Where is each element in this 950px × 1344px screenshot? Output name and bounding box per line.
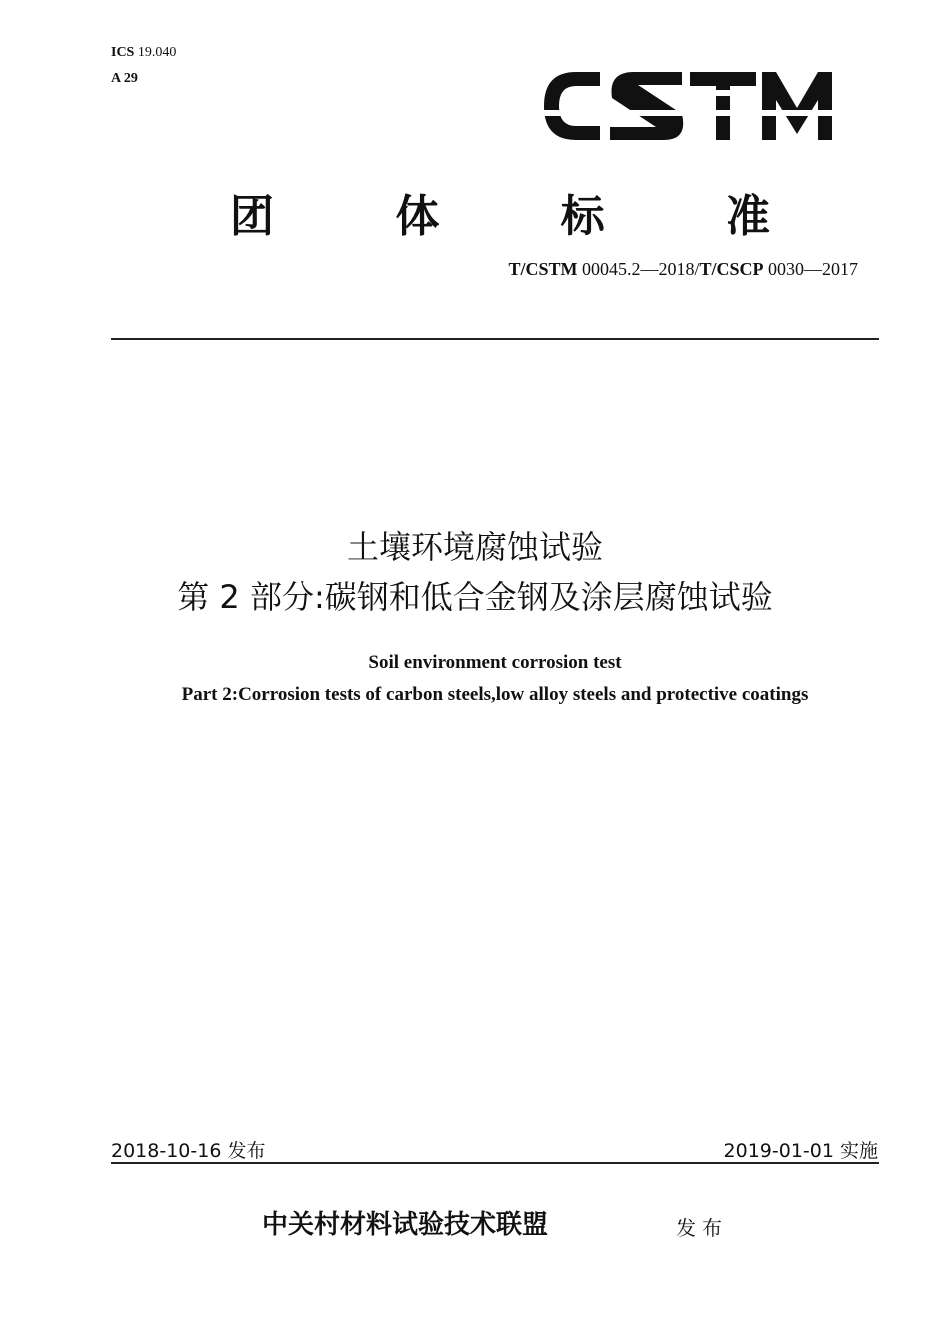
standard-type-char: 团	[230, 191, 274, 242]
ccs-code: A 29	[111, 71, 138, 86]
publisher-action: 发布	[676, 1216, 728, 1240]
publisher-name: 中关村材料试验技术联盟	[262, 1210, 549, 1240]
ics-prefix: ICS	[111, 45, 135, 60]
logo-letter-c	[544, 72, 600, 140]
standard-type-char: 准	[725, 191, 770, 242]
title-en-line1: Soil environment corrosion test	[368, 652, 622, 673]
logo-letter-m	[762, 72, 832, 140]
ics-block	[111, 44, 176, 88]
logo-letter-t-stem	[716, 96, 730, 140]
ics-number: 19.040	[137, 45, 177, 60]
standard-number	[508, 259, 858, 280]
title-cn-line2: 第 2 部分:碳钢和低合金钢及涂层腐蚀试验	[177, 578, 773, 616]
standard-number-prefix2: T/CSCP	[699, 259, 764, 279]
standard-number-mid: 00045.2—2018/	[581, 259, 700, 279]
cstm-logo	[538, 62, 838, 150]
publish-date: 2018-10-16 发布	[111, 1140, 266, 1162]
ics-line	[111, 44, 176, 62]
standard-number-prefix: T/CSTM	[508, 259, 578, 279]
logo-letter-t-bar	[690, 72, 756, 86]
footer-divider	[111, 1162, 879, 1164]
standard-type-char: 体	[395, 191, 440, 242]
standard-number-tail: 0030—2017	[768, 259, 858, 279]
title-en-line2: Part 2:Corrosion tests of carbon steels,low alloy steels and protective coatings	[181, 684, 809, 705]
logo-letter-s	[610, 72, 683, 140]
title-cn-line1: 土壤环境腐蚀试验	[346, 528, 603, 566]
standard-type	[230, 180, 770, 242]
header-divider	[111, 338, 879, 340]
standard-type-char: 标	[560, 191, 605, 242]
implement-date: 2019-01-01 实施	[723, 1140, 878, 1162]
